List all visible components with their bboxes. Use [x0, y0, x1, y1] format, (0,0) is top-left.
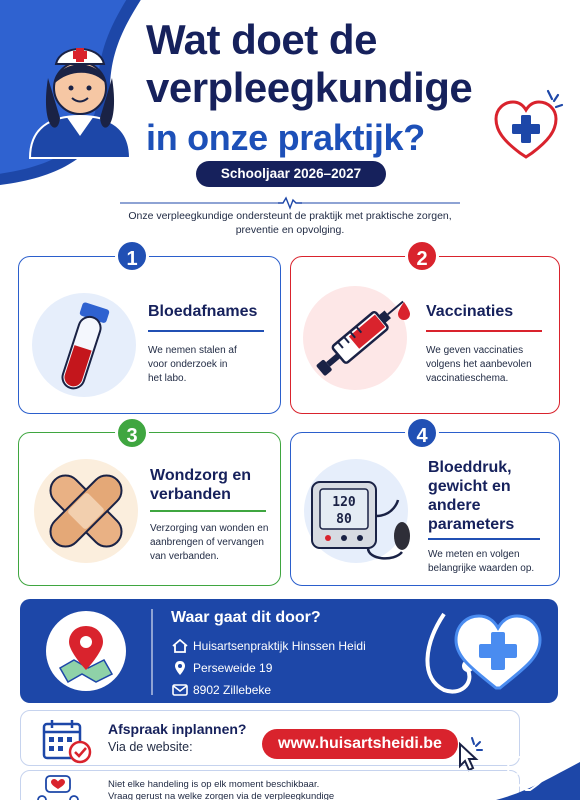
- heartbeat-corner-icon: [496, 752, 580, 800]
- intro-line-1: Onze verpleegkundige ondersteunt de praktijk met praktische zorgen,: [128, 210, 452, 222]
- card-number-badge: 2: [405, 239, 439, 273]
- diastolic-reading: 80: [336, 512, 352, 527]
- school-year-badge: Schooljaar 2026–2027: [196, 161, 386, 187]
- card-text-line: volgens het aanbevolen: [426, 359, 532, 370]
- map-pin-icon: [44, 608, 128, 694]
- systolic-reading: 120: [332, 495, 356, 510]
- practice-name: Huisartsenpraktijk Hinssen Heidi: [193, 638, 366, 653]
- syringe-icon: [300, 282, 418, 394]
- card-title: Vaccinaties: [426, 303, 514, 320]
- card-text-line: Verzorging van wonden en: [150, 523, 269, 534]
- location-pin-icon: [171, 660, 189, 676]
- card-text-line: van verbanden.: [150, 551, 219, 562]
- card-description: [428, 548, 554, 576]
- bandage-icon: [30, 456, 142, 566]
- card-title-line: Wondzorg en: [150, 467, 252, 484]
- card-title: Bloedafnames: [148, 303, 258, 320]
- card-description: [148, 344, 268, 386]
- website-link-button[interactable]: www.huisartsheidi.be: [262, 729, 458, 759]
- card-description: [150, 522, 278, 564]
- card-text-line: vaccinatieschema.: [426, 373, 509, 384]
- card-underline: [150, 510, 266, 512]
- card-number-badge: 4: [405, 416, 439, 450]
- card-number-badge: 3: [115, 416, 149, 450]
- card-text-line: belangrijke waarden op.: [428, 563, 535, 574]
- blood-pressure-monitor-icon: [298, 456, 422, 568]
- card-text-line: aanbrengen of vervangen: [150, 537, 264, 548]
- page-title: [146, 16, 476, 162]
- card-text-line: het labo.: [148, 373, 187, 384]
- heart-cross-icon: [490, 85, 570, 165]
- card-underline: [148, 330, 264, 332]
- note-line-2: Vraag gerust na welke zorgen via de verpleegkundige: [108, 791, 335, 800]
- card-text-line: voor onderzoek in: [148, 359, 228, 370]
- card-title-line: Bloeddruk,: [428, 459, 512, 476]
- heartbeat-divider: [120, 196, 460, 210]
- location-practice-row: [171, 637, 366, 653]
- chat-heart-icon: [34, 774, 88, 800]
- city-address: 8902 Zillebeke: [193, 682, 272, 697]
- card-text-line: We nemen stalen af: [148, 345, 237, 356]
- card-underline: [428, 538, 540, 540]
- card-title: [150, 466, 251, 504]
- appointment-title: Afspraak inplannen?: [108, 721, 247, 737]
- home-icon: [171, 638, 189, 654]
- mail-icon: [171, 682, 189, 698]
- card-title-line: parameters: [428, 516, 515, 533]
- location-city-row: [171, 681, 271, 697]
- appointment-subtitle: Via de website:: [108, 740, 193, 754]
- note-text: [108, 779, 408, 800]
- stethoscope-heart-icon: [404, 604, 558, 702]
- blood-tube-icon: [30, 290, 138, 400]
- note-line-1: Niet elke handeling is op elk moment beschikbaar.: [108, 779, 320, 790]
- title-line-1: Wat doet de: [146, 16, 377, 63]
- calendar-check-icon: [40, 718, 94, 766]
- card-title: [428, 458, 514, 534]
- location-title: Waar gaat dit door?: [171, 609, 321, 626]
- title-line-2: verpleegkundige: [146, 64, 473, 111]
- street-address: Perseweide 19: [193, 660, 273, 675]
- card-text-line: We meten en volgen: [428, 549, 520, 560]
- intro-text: [80, 209, 500, 237]
- card-description: [426, 344, 554, 386]
- cursor-icon: [448, 734, 488, 774]
- card-title-line: andere: [428, 497, 481, 514]
- title-line-3: in onze praktijk?: [146, 117, 425, 158]
- card-title-line: verbanden: [150, 486, 231, 503]
- intro-line-2: preventie en opvolging.: [235, 224, 345, 236]
- card-title-line: gewicht en: [428, 478, 511, 495]
- card-text-line: We geven vaccinaties: [426, 345, 524, 356]
- location-street-row: [171, 659, 272, 675]
- card-number-badge: 1: [115, 239, 149, 273]
- banner-divider: [151, 609, 153, 695]
- card-underline: [426, 330, 542, 332]
